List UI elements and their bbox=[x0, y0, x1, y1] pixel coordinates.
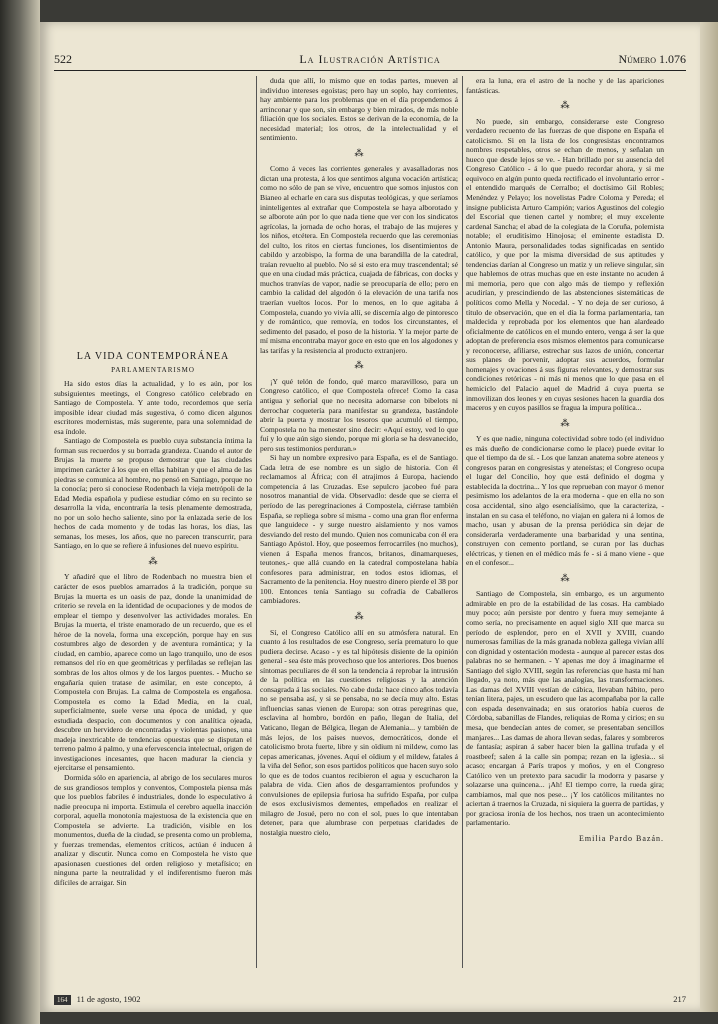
paragraph: Ha sido estos días la actualidad, y lo es aún, por los subsiguientes meetings, el Congreso católico celebrado en Santiago de Compostela. Y ante todo, recordemos que sería imposible idear ciudad más sugestiva, ó como dicen algunos escritores modernistas, más sugerente, para una solemnidad de esa índole. bbox=[54, 379, 252, 436]
paragraph: Santiago de Compostela, sin embargo, es un argumento admirable en pro de la estabilidad de las cosas. Ha cambiado muy poco; aún persiste por dentro y fuera muy semejante á como sería, no precisamente en aquel siglo XII que marca su período de esplendor, pero en el XVII y XVIII, cuando numerosas familias de la más granada nobleza gallega vivían allí con dignidad y ostentación modesta - aunque al parecer estas dos palabras no se hermanen. - Y apenas me doy á imaginarme el Santiago del siglo XVIII, según las referencias que hasta mí han llegado, ya noto, más que las analogías, las transformaciones. Las damas del XVIII vestían de cábica, llevaban hábito, pero tenían litera, pajes, un escudero que las acompañaba por la calle con espada desenvainada; en sus oratorios había cueros de Córdoba, sabanillas de Flandes, reliquias de Roma y cirios; en su mesa, que bendecían antes de comer, se presentaban sencillos manjares... Las damas de ahora llevan sedas, falares y sombreros de fantasía; aspiran á saber hacer bien la gallina trufada y el roastbeef; salen á la calle sin pompa; rezan en la iglesia... si acaso; encargan á París trapos y moños, y en el Congreso Católico ven un pretexto para sacudir la modorra y pasarse y solazarse una quincena... ¡Ah! El tiempo corre, la rueda gira; cambiamos, mal que nos pese... ¡Y los católicos militantes no aciertan á traernos la Cruzada, ni siquiera la guerra de partidas, y por graciosa ironía de los hechos, nos traen un acontecimiento parlamentario. bbox=[466, 589, 664, 828]
paragraph: Y añadiré que el libro de Rodenbach no muestra bien el carácter de esos pueblos amarrados á la tradición, porque su Brujas la muerta es un oasis de paz, donde la unanimidad de criterio se revela en la identidad de ocupaciones y de modos de emplear el tiempo y desenvolver las actividades morales. En Brujas la muerta, el triste enamorado de un recuerdo, que es el héroe de la novela, forma una excepción, porque hay en sus costumbres algo de desorden y de aventura romántica; y la ciudad, en cambio, aparece como un lago tranquilo, uno de esos remansos del río en que geométricas y perfiladas se reflejan las sombras de los altos olmos y de los largos puentes. - Mucho se engañaría quien tratase de asimilar, en este concepto, á Compostela con Brujas. La calma de Compostela es engañosa. Compostela es como la Edad Media, en la cual, superficialmente, suele verse una época de unidad, y que estudiada despacio, con documentos y con analítica ojeada, descubre un hervidero de encontradas y violentas pasiones, una madeja inextricable de tendencias opuestas que se disputan el terreno palmo á palmo, y una efervescencia intelectual, origen de investigaciones incesantes, que hacen madurar la ciencia y ejercitarse el pensamiento. bbox=[54, 572, 252, 773]
asterism-ornament: ⁂ bbox=[354, 610, 364, 621]
page-footer bbox=[54, 994, 686, 1005]
section-subtitle: PARLAMENTARISMO bbox=[111, 365, 195, 374]
paragraph: Si hay un nombre expresivo para España, es el de Santiago. Cada letra de ese nombre es un siglo de historia. Con él reclamamos al África; con él atrajimos á Europa, haciendo competencia á las Cruzadas. Ese sepulcro jacobeo fué para nosotros manantial de vida. Observadlo: desde que se cierra el período de las peregrinaciones á Compostela, ciérrase también España, se repliega sobre sí misma - como una gran flor enferma que languidece - y surge nuestro aislamiento y nos vamos desviando del resto del mundo. Quien nos comunicaba con él era Santiago Apóstol. Hoy, que poseemos ferrocarriles (no muchos), vienen á España menos francos, britanos, dinamarqueses, teutones,- que allá cuando en la catedral compostelana había confesores para administrar, en todos estos idiomas, el Sacramento de la penitencia. Hoy nuestro dinero pierde el 38 por 100. Entonces tenía Santiago su cofradía de Caballeros cambiadores. bbox=[260, 453, 458, 606]
paragraph: Y es que nadie, ninguna colectividad sobre todo (el individuo es más dueño de condicionarse como le place) puede evitar lo que el tiempo da de sí. - Los que lanzan anatema sobre ateneos y congresos paran en congresistas y ateneístas; el Congreso ocupa el lugar del Concilio, hoy que está definido el dogma y establecida la doctrina... Y los que reprueban con mayor ó menor pesimismo los adelantos de la era moderna - que en ella no son cosa accidental, sino algo esencialísimo, que la caracteriza, - instalan en su casa el teléfono, no viajan en galera ni á lomos de macho, usan y abusan de la prensa periódica sin dejar de considerarla verdaderamente una barbaridad y una sentina, construyen con cemento portland, se curan por las duchas eléctricas, y tienen en el médico más fe - si á mano viene - que en el confesor... bbox=[466, 434, 664, 568]
column-1 bbox=[54, 344, 252, 888]
header-page-number: 522 bbox=[54, 52, 72, 66]
footer-date: 11 de agosto, 1902 bbox=[76, 994, 141, 1004]
paragraph: Como á veces las corrientes generales y avasalladoras nos dictan una protesta, á los que sentimos alguna vocación artística; como no sólo de pan se vive, encuentro que somos injustos con Bianeo al echarle en cara sus disputas teológicas, y que seríamos ininteligentes al extrañar que Compostela se haya alborotado y se alborote aún por lo que nada tiene que ver con los sindicatos agrícolas, la jornada de ocho horas, el trabajo de las mujeres y los niños, etcétera. En Compostela recuerdo que las ceremonias del culto, los ritos en ciertas funciones, los disentimientos de cabildo y arzobispo, la forma de una barandilla de la catedral, traían revuelto al pueblo. No sé si esto era muy trascendental; sé que en una ciudad más práctica, cuajada de fábricas, con docks y muchos tranvías de vapor, nadie se preocuparía de ello; pero en cambio la calidad del algodón ó la elevación de una tarifa nos traerían vueltos locos. Por lo menos, en lo que agitaba á Compostela, cuando yo vivía allí, se discernía algo de pintoresco y de romántico, que removía, en todos los circunstantes, el sedimento del pasado, el poso de la historia. Y la mejor parte de mí misma encontraba mayor goce en esto que en los algodones y las tarifas y la resistencia al producto extranjero. bbox=[260, 164, 458, 355]
header-title: La Ilustración Artística bbox=[299, 52, 441, 66]
asterism-ornament: ⁂ bbox=[354, 360, 364, 371]
page-content bbox=[40, 22, 700, 1012]
paragraph: Dormida sólo en apariencia, al abrigo de los seculares muros de sus grandiosos templos y conventos, Compostela piensa más que los pueblos fabriles é industriales, donde lo especulativo á nadie preocupa ni importa. Estimula el cerebro aquella inacción corporal, aquella monotonía majestuosa de la existencia que en Compostela se advierte. La tradición, visible en los monumentos, dueña de la ciudad, se presenta como un problema, y fuerzas tremendas, elementos críticos, actúan é inducen á analizar y discutir. Nunca como en Compostela he visto que apasionasen cuestiones del orden religioso y metafísico; en ninguna parte la neutralidad y el indiferentismo fueron más difíciles de arraigar. Sin bbox=[54, 772, 252, 887]
paragraph: era la luna, era el astro de la noche y de las apariciones fantásticas. bbox=[466, 76, 664, 95]
footer-logo: 164 bbox=[54, 995, 71, 1005]
paragraph: duda que allí, lo mismo que en todas partes, mueven al individuo intereses egoístas; pero hay un soplo, hay corrientes, hay ambiente para los problemas que en el día propendemos á arrinconar y que son, sin embargo y bien mirados, de más noble filiación que los sociales. Estos se derivan de la economía, de la necesidad material; los otros, de la intelectualidad y el sentimiento. bbox=[260, 76, 458, 143]
column-3 bbox=[466, 76, 664, 980]
column-rule-1 bbox=[256, 76, 257, 968]
column-2 bbox=[260, 76, 458, 980]
page-edge bbox=[700, 22, 718, 1012]
header-issue-number: Número 1.076 bbox=[618, 52, 686, 66]
running-header bbox=[54, 52, 686, 68]
section-title: LA VIDA CONTEMPORÁNEA bbox=[76, 351, 230, 362]
asterism-ornament: ⁂ bbox=[148, 555, 158, 566]
paragraph: No puede, sin embargo, considerarse este Congreso verdadero recuento de las fuerzas de que dispone en España el catolicismo. Si en la lista de los congresistas encontramos nombres respetables, otros se echan de menos, y señalan un hueco que desde lejos se ve. - Han brillado por su ausencia del Congreso Católico - á lo que puedo recordar ahora, y si me equivoco en algún punto queda rectificado el involuntario error - el entendido marqués de Cerralbo; el doctísimo Gil Robles; Menéndez y Pelayo; los novelistas Padre Coloma y Pereda; el insigne publicista Arturo Campión; varios Agustinos del colegio del Escorial que tienen cartel y nombre; el muy excelente cardenal Sancha; el abad de la colegiata de la Coruña, polemista notable; el eruditísimo Hinojosa; el eminente estadista D. Antonio Maura, personalidades todas significadas en sentido católico, y que por la misma diversidad de sus aptitudes y tendencias darían al Congreso un matiz y un relieve singular, sin que hablemos de otras muchas que en este instante no acuden á mi memoria, pero que con algo más de tiempo y reflexión acudirían, y prescindiendo de las abstenciones sistemáticas de políticos como Mella y Nocedal. - Y no deja de ser curioso, á título de observación, que en el día la forma parlamentaria, tan maldecida y reprobada por los elementos que han alardeado oficialmente de católicos en el mundo entero, venga á ser la que adoptan de preferencia esos mismos elementos para comunicarse y reconocerse, afiliarse, estrechar sus lazos de unión, concertar sus planes de porvenir, adoptar sus acuerdos, formular homenajes y ovaciones á sus figuras relevantes, y demostrar sus condiciones retóricas - ni más ni menos que lo que pasa en el hemiciclo del Palacio aquel de Madrid á cuya puerta se inmovilizan dos leones y en cuyas sesiones hacen la guardia dos maceros y en cuyos pasillos se fragua la impura política... bbox=[466, 116, 664, 413]
asterism-ornament: ⁂ bbox=[560, 572, 570, 583]
asterism-ornament: ⁂ bbox=[560, 417, 570, 428]
asterism-ornament: ⁂ bbox=[560, 100, 570, 111]
paragraph: Santiago de Compostela es pueblo cuya substancia íntima la forman sus recuerdos y su borrada grandeza. Cuando el autor de Brujas la muerte se propuso demostrar que las ciudades imprimen carácter á los que en ellas habitan y que el alma de las piedras se comunica al hombre, no pensó en Santiago, porque no la conocía; pero si conociese Rodenbach la vieja metrópoli de la Edad Media española y pudiese estudiar cómo en su recinto se desarrolla la vida, encontraría la tesis plenamente demostrada, no por un solo hecho saliente, sino por la enlazada serie de los hechos de cada momento y de todas las horas, los días, las semanas, los meses, los años, que no parecen transcurrir, para Santiago, en lo que se refiere á infusiones del nuevo espíritu. bbox=[54, 436, 252, 551]
header-rule bbox=[54, 70, 686, 71]
asterism-ornament: ⁂ bbox=[354, 147, 364, 158]
author-signature: Emilia Pardo Bazán. bbox=[579, 834, 664, 844]
paragraph: ¡Y qué telón de fondo, qué marco maravilloso, para un Congreso católico, el que Compostela ofrece! Como la casa antigua y señorial que no necesita adornarse con bibelots ni derrochar coquetería para manifestar su grandeza, bastándole abrir la puerta y mostrar los tesoros que acumuló el tiempo, Compostela no ha menester sino decir: «Aquí estoy, ved lo que fuí y lo que aún sigo siendo, porque mi gloria se ha desvanecido, pero sus testimonios perduran.» bbox=[260, 376, 458, 453]
book-spine bbox=[0, 0, 40, 1024]
column-rule-2 bbox=[462, 76, 463, 968]
paragraph: Sí, el Congreso Católico allí en su atmósfera natural. En cuanto á los resultados de ese Congreso, sería prematuro lo que pudiera decirse. Acaso - y es tal hipótesis disiente de la opinión general - sea éste más provechoso que los anteriores. Dos buenos síntomas peculiares de él son la tendencia á reprobar la intrusión de la política en las cuestiones religiosas y la atención consagrada á las sociales. No cabe duda: hace cinco años todavía no se pensaba así, y si se pensaba, no se decía muy alto. Estas influencias sanas vienen de Europa: son otras peregrinas que, esclavina al hombro, bordón en paño, llegan de Italia, del Vaticano, llegan de Bélgica, llegan de Alemania... y también de más lejos, de los países nuevos, democráticos, donde el catolicismo brota fuerte, libre y sin oïdium ni mildew, como las cepas americanas, jóvenes. Aquí el oïdium y el mildew, fatales á la viña del Señor, son esos partidos políticos que hacen suyo solo lo que es de todos cuantos recibieron el agua y escucharon la palabra de vida. Cien años de desgarramientos profundos y convulsiones de epilepsia furiosa ha sufrido España, por culpa de esos exclusivismos dementes, empeñados en realizar el milagro de Josué, pero no con el sol, pues lo que intentaban detener, para que alumbrase con perpetuas claridades de nostalgia nuestro cielo, bbox=[260, 627, 458, 838]
footer-page-number: 217 bbox=[673, 994, 686, 1004]
